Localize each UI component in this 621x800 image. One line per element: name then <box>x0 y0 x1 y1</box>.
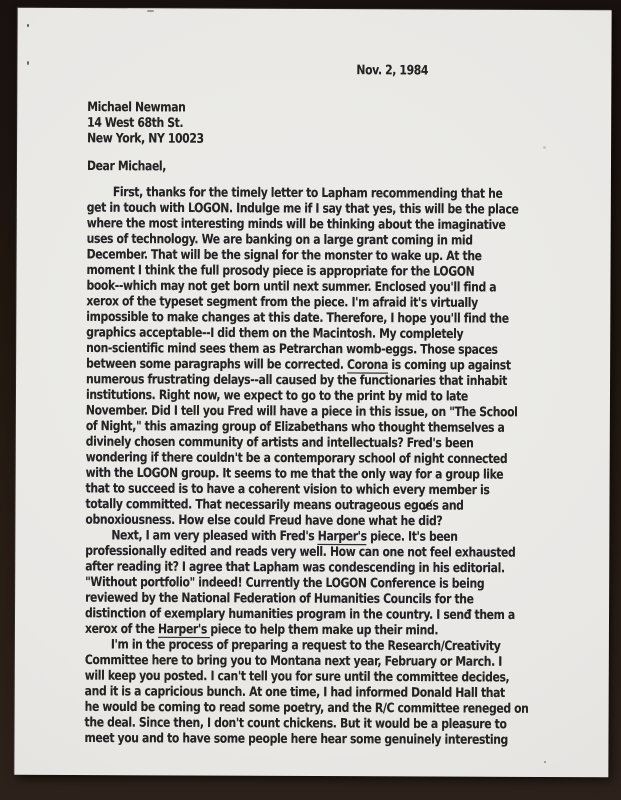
letter-line: and it is a capricious bunch. At one time, I had informed Donald Hall that <box>84 683 505 701</box>
text-segment: is coming up against <box>387 356 511 374</box>
letter-paper <box>14 8 611 778</box>
letter-line: First, thanks for the timely letter to Lapham recommending that he <box>112 184 503 202</box>
text-segment: piece. It's been <box>366 528 458 545</box>
address-line: New York, NY 10023 <box>87 130 204 147</box>
letter-line: uses of technology. We are banking on a large grant coming in mid <box>86 230 473 249</box>
letter-body <box>84 184 586 748</box>
paragraph <box>84 636 584 747</box>
paper-speck <box>27 24 29 27</box>
letter-line: numerous frustrating delays--all caused by the functionaries that inhabit <box>86 371 507 389</box>
recipient-address <box>87 99 204 146</box>
letter-line: totally committed. That necessarily means outrageous egoe̸s and <box>85 496 464 514</box>
letter-line: wondering if there couldn't be a contemporary school of night connected <box>85 449 508 467</box>
underlined-text: Harper's <box>157 621 211 637</box>
underlined-text: Harper's <box>317 528 367 545</box>
letter-line: professionally edited and reads very well. How can one not feel exhausted <box>85 542 516 561</box>
letter-line: distinction of exemplary humanities program in the country. I senđ them a <box>85 605 515 623</box>
paper-speck <box>147 10 154 12</box>
paper-speck <box>544 761 546 763</box>
letter-line: he would be coming to read some poetry, and the R/C committee reneged on <box>84 698 529 717</box>
letter-line: institutions. Right now, we expect to go to the print by mid to late <box>85 386 468 405</box>
letter-line: book--which may not get born until next summer. Enclosed you'll find a <box>86 277 497 295</box>
letter-line: I'm in the process of preparing a request to the Research/Creativity <box>110 636 501 654</box>
text-segment: Next, I am very pleased with Fred's <box>111 527 318 544</box>
letter-line: Committee here to bring you to Montana next year, February or March. I <box>84 652 502 670</box>
letter-line: xerox of the typeset segment from the piece. I'm afraid it's virtually <box>86 293 478 311</box>
letter-line: November. Did I tell you Fred will have a piece in this issue, on "The School <box>85 402 518 420</box>
letter-line: December. That will be the signal for the monster to wake up. At the <box>86 246 482 264</box>
paragraph <box>85 184 586 529</box>
letter-line: will keep you posted. I can't tell you for sure until the committee decides, <box>84 667 510 686</box>
address-line: 14 West 68th St. <box>87 114 184 131</box>
letter-line: divinely chosen community of artists and intellectuals? Fred's been <box>85 433 474 451</box>
letter-line: meet you and to have some people here hear some genuinely interesting <box>84 730 508 748</box>
letter-line: that to succeed is to have a coherent vision to which every member is <box>85 480 490 498</box>
letter-line: with the LOGON group. It seems to me that the only way for a group like <box>85 464 504 483</box>
text-segment: piece to help them make up their mind. <box>210 621 439 638</box>
letter-line: non-scientific mind sees them as Petrarchan womb-eggs. Those spaces <box>86 340 498 358</box>
paragraph <box>85 527 585 638</box>
letter-line: of Night," this amazing group of Elizabethans who thought themselves a <box>85 418 505 436</box>
paper-speck <box>27 61 29 65</box>
letter-line: "Without portfolio" indeed! Currently the LOGON Conference is being <box>85 574 485 592</box>
letter-line: impossible to make changes at this date. Therefore, I hope you'll find the <box>86 308 509 327</box>
letter-line: graphics acceptable--I did them on the Macintosh. My completely <box>86 324 464 342</box>
letter-line: moment I think the full prosody piece is appropriate for the LOGON <box>86 262 475 280</box>
letter-line: reviewed by the National Federation of Humanities Councils for the <box>85 589 474 607</box>
letter-line: get in touch with LOGON. Indulge me if I say that yes, this will be the place <box>86 199 519 218</box>
letter-line: where the most interesting minds will be thinking about the imaginative <box>86 215 506 233</box>
text-segment: between some paragraphs will be corrected. <box>86 355 348 373</box>
salutation: Dear Michael, <box>86 158 167 174</box>
text-segment: xerox of the <box>84 620 159 637</box>
paper-speck <box>543 146 546 149</box>
letter-line: the deal. Since then, I don't count chickens. But it would be a pleasure to <box>84 714 507 732</box>
underlined-text: Corona <box>346 356 389 373</box>
letter-line: after reading it? I agree that Lapham was condescending in his editorial. <box>85 558 505 576</box>
letter-date: Nov. 2, 1984 <box>356 62 429 79</box>
letter-line: obnoxiousness. How else could Freud have done what he did? <box>85 511 443 529</box>
address-line: Michael Newman <box>87 99 186 116</box>
